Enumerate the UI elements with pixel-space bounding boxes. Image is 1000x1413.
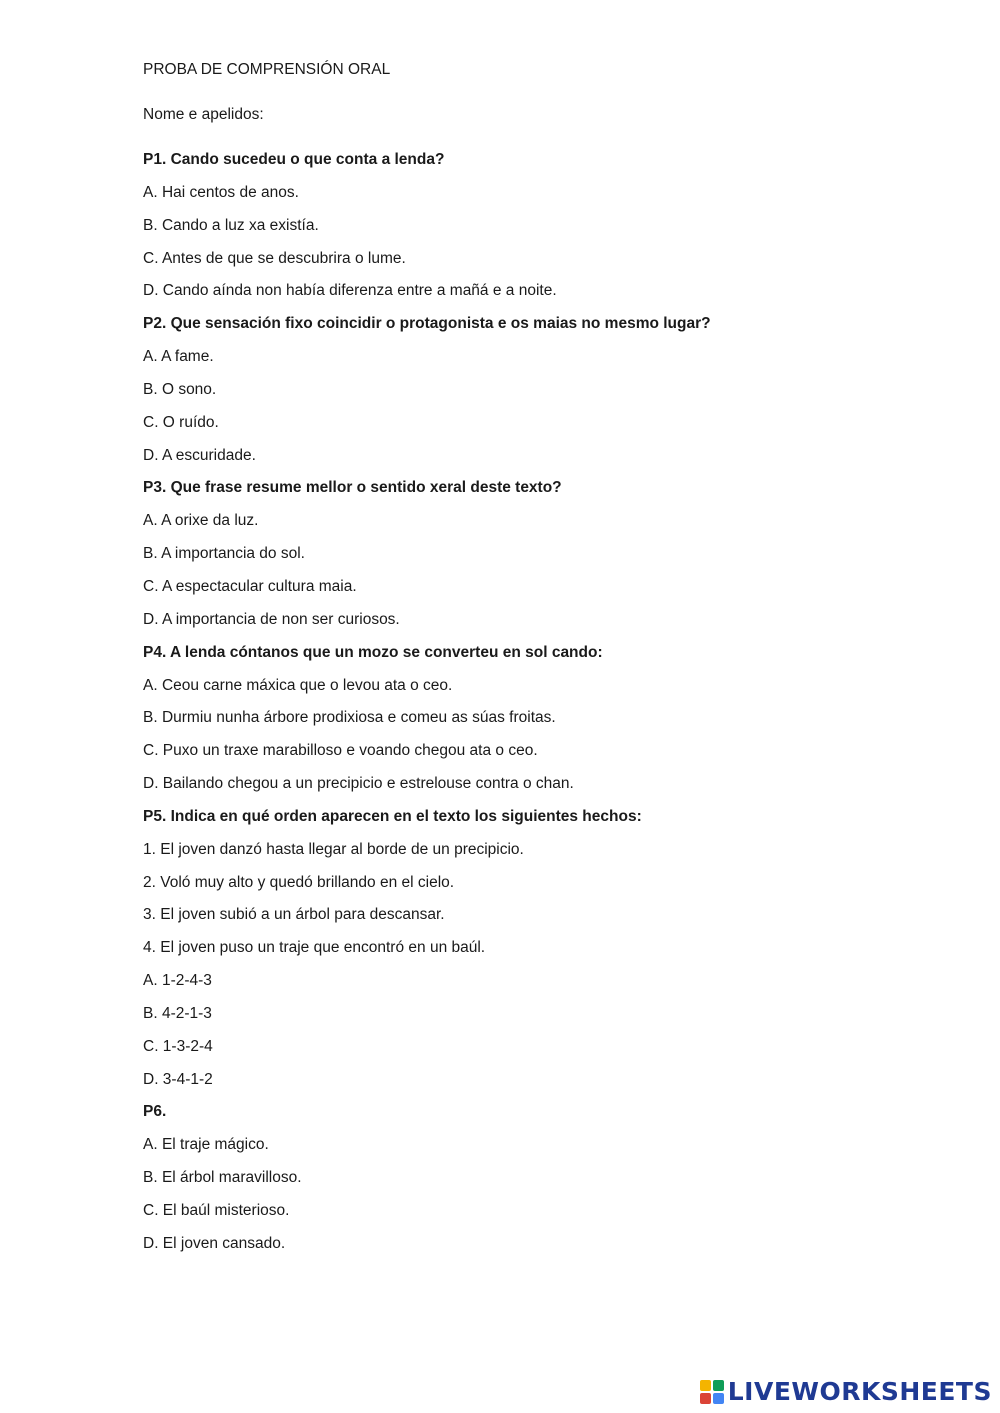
- logo-tile: [700, 1380, 711, 1391]
- answer-option: D. El joven cansado.: [143, 1234, 286, 1252]
- answer-option: C. A espectacular cultura maia.: [143, 577, 357, 595]
- answer-option: 1. El joven danzó hasta llegar al borde de un precipicio.: [143, 840, 524, 858]
- answer-option: D. A escuridade.: [143, 446, 256, 464]
- answer-option: C. 1-3-2-4: [143, 1037, 213, 1055]
- answer-option: B. A importancia do sol.: [143, 545, 305, 563]
- answer-option: D. 3-4-1-2: [143, 1070, 213, 1088]
- question-prompt: P3. Que frase resume mellor o sentido xeral deste texto?: [143, 479, 562, 497]
- answer-option: A. Hai centos de anos.: [143, 183, 299, 201]
- answer-option: B. El árbol maravilloso.: [143, 1169, 302, 1187]
- answer-option: A. A orixe da luz.: [143, 512, 259, 530]
- document-title: PROBA DE COMPRENSIÓN ORAL: [143, 61, 391, 78]
- answer-option: B. Durmiu nunha árbore prodixiosa e comeu as súas froitas.: [143, 709, 556, 727]
- question-prompt: P2. Que sensación fixo coincidir o protagonista e os maias no mesmo lugar?: [143, 315, 711, 333]
- logo-tile: [700, 1393, 711, 1404]
- answer-option: 3. El joven subió a un árbol para descansar.: [143, 906, 445, 924]
- answer-option: A. A fame.: [143, 348, 214, 366]
- answer-option: 4. El joven puso un traje que encontró en un baúl.: [143, 939, 486, 957]
- liveworksheets-logo: [700, 1379, 992, 1405]
- liveworksheets-wordmark: LIVEWORKSHEETS: [727, 1377, 992, 1406]
- answer-option: C. Puxo un traxe marabilloso e voando chegou ata o ceo.: [143, 742, 538, 760]
- question-prompt: P4. A lenda cóntanos que un mozo se converteu en sol cando:: [143, 643, 603, 661]
- answer-option: A. Ceou carne máxica que o levou ata o ceo.: [143, 676, 453, 694]
- answer-option: B. Cando a luz xa existía.: [143, 216, 319, 234]
- question-prompt: P1. Cando sucedeu o que conta a lenda?: [143, 151, 445, 168]
- answer-option: B. O sono.: [143, 380, 217, 398]
- worksheet-page: [143, 58, 943, 1265]
- answer-option: A. 1-2-4-3: [143, 972, 212, 990]
- answer-option: C. El baúl misterioso.: [143, 1202, 290, 1219]
- question-prompt: P5. Indica en qué orden aparecen en el texto los siguientes hechos:: [143, 807, 642, 825]
- answer-option: C. Antes de que se descubrira o lume.: [143, 249, 406, 267]
- name-field-label: Nome e apelidos:: [143, 106, 264, 123]
- answer-option: 2. Voló muy alto y quedó brillando en el cielo.: [143, 873, 455, 891]
- question-list: [143, 148, 943, 1256]
- answer-option: D. Cando aínda non había diferenza entre a mañá e a noite.: [143, 282, 557, 300]
- question-prompt: P6.: [143, 1103, 167, 1121]
- logo-tile: [713, 1380, 724, 1391]
- answer-option: D. A importancia de non ser curiosos.: [143, 610, 400, 628]
- answer-option: B. 4-2-1-3: [143, 1004, 212, 1022]
- liveworksheets-icon: [700, 1380, 724, 1404]
- logo-tile: [713, 1393, 724, 1404]
- answer-option: C. O ruído.: [143, 413, 219, 431]
- answer-option: D. Bailando chegou a un precipicio e estrelouse contra o chan.: [143, 775, 574, 793]
- answer-option: A. El traje mágico.: [143, 1136, 269, 1154]
